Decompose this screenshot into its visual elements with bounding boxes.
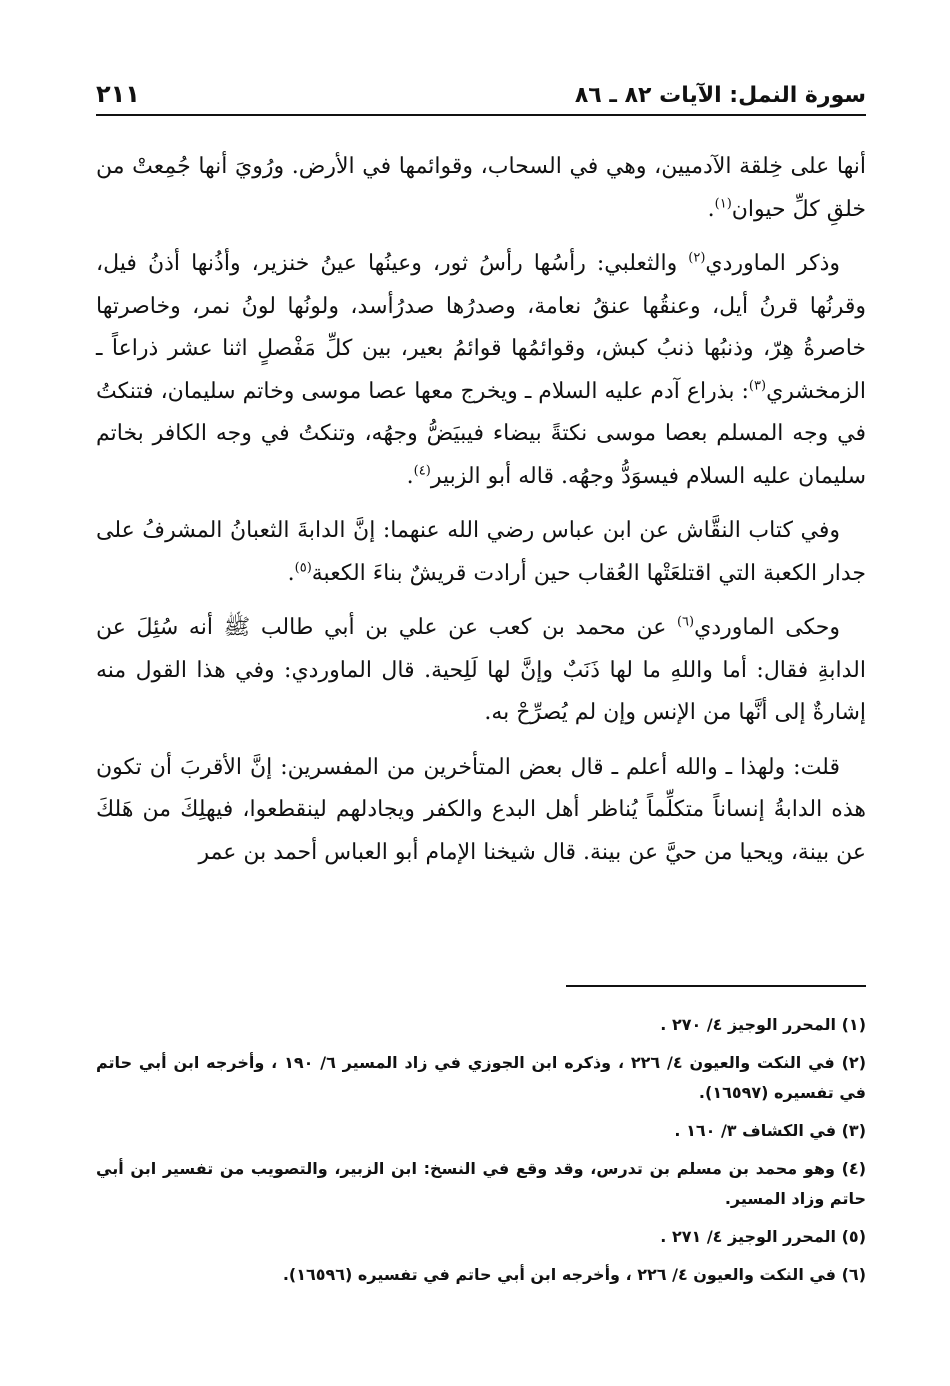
running-title: سورة النمل: الآيات ٨٢ ـ ٨٦	[574, 83, 866, 108]
footnote: (١) المحرر الوجيز ٤/ ٢٧٠ .	[660, 1015, 866, 1034]
header-rule	[96, 114, 866, 116]
paragraph: وحكى الماوردي$^{(٦)}$ عن محمد بن كعب عن علي بن أبي طالب ﷺ أنه سُئِلَ عن الدابةِ فقال: أما واللهِ ما لها ذَنَبٌ وإنَّ لها لَلِحية. قال الماوردي: وفي هذا القول منه إشارةٌ إلى أنَّها من الإنس وإن لم يُصرِّحْ به.	[96, 614, 866, 725]
paragraph: أنها على خِلقة الآدميين، وهي في السحاب، وقوائمها في الأرض. ورُويَ أنها جُمِعتْ من خلقِ كلِّ حيوان$^{(١)}$.	[96, 154, 867, 222]
footnote: (٥) المحرر الوجيز ٤/ ٢٧١ .	[660, 1227, 866, 1246]
footnote: (٢) في النكت والعيون ٤/ ٢٢٦ ، وذكره ابن الجوزي في زاد المسير ٦/ ١٩٠ ، وأخرجه ابن أبي حاتم في تفسيره (١٦٥٩٧).	[96, 1053, 866, 1102]
main-text	[96, 146, 866, 886]
footnotes	[96, 1010, 866, 1298]
paragraph: قلت: ولهذا ـ والله أعلم ـ قال بعض المتأخرين من المفسرين: إنَّ الأقربَ أن تكون هذه الدابةُ إنساناً متكلِّماً يُناظر أهل البدع والكفر ويجادلهم لينقطعوا، فيهلِكَ من هَلكَ عن بينة، ويحيا من حيَّ عن بينة. قال شيخنا الإمام أبو العباس أحمد بن عمر	[96, 754, 866, 865]
paragraph: وذكر الماوردي$^{(٢)}$ والثعلبي: رأسُها رأسُ ثور، وعينُها عينُ خنزير، وأذُنها أذنُ فيل، وقرنُها قرنُ أيل، وعنقُها عنقُ نعامة، وصدرُها صدرُأسد، ولونُها لونُ نمر، وخاصرتها خاصرةُ هِرّ، وذنبُها ذنبُ كبش، وقوائمُها قوائمُ بعير، بين كلِّ مَفْصلٍ اثنا عشر ذراعاً ـ الزمخشري$^{(٣)}$: بذراع آدم عليه السلام ـ ويخرج معها عصا موسى وخاتم سليمان، فتنكتُ في وجه المسلم بعصا موسى نكتةً بيضاء فيبيَضُّ وجهُه، وتنكتُ في وجه الكافر بخاتم سليمان عليه السلام فيسوَدُّ وجهُه. قاله أبو الزبير$^{(٤)}$.	[96, 250, 866, 489]
paragraph: وفي كتاب النقَّاش عن ابن عباس رضي الله عنهما: إنَّ الدابةَ الثعبانُ المشرفُ على جدار الكعبة التي اقتلعَتْها العُقاب حين أرادت قريشٌ بناءَ الكعبة$^{(٥)}$.	[96, 518, 866, 586]
footnote-ref: (١)	[714, 196, 732, 212]
footnote-rule	[566, 985, 866, 987]
footnote: (٤) وهو محمد بن مسلم بن تدرس، وقد وقع في النسخ: ابن الزبير، والتصويب من تفسير ابن أبي حاتم وزاد المسير.	[96, 1159, 866, 1208]
footnote-ref: (٦)	[676, 614, 695, 630]
footnote: (٦) في النكت والعيون ٤/ ٢٢٦ ، وأخرجه ابن أبي حاتم في تفسيره (١٦٥٩٦).	[282, 1265, 866, 1284]
footnote-ref: (٥)	[294, 560, 312, 576]
footnote-ref: (٣)	[748, 378, 767, 394]
page-header	[96, 68, 866, 108]
footnote: (٣) في الكشاف ٣/ ١٦٠ .	[674, 1121, 866, 1140]
footnote-ref: (٤)	[413, 463, 431, 479]
footnote-ref: (٢)	[688, 250, 706, 266]
page-number: ٢١١	[96, 80, 140, 108]
